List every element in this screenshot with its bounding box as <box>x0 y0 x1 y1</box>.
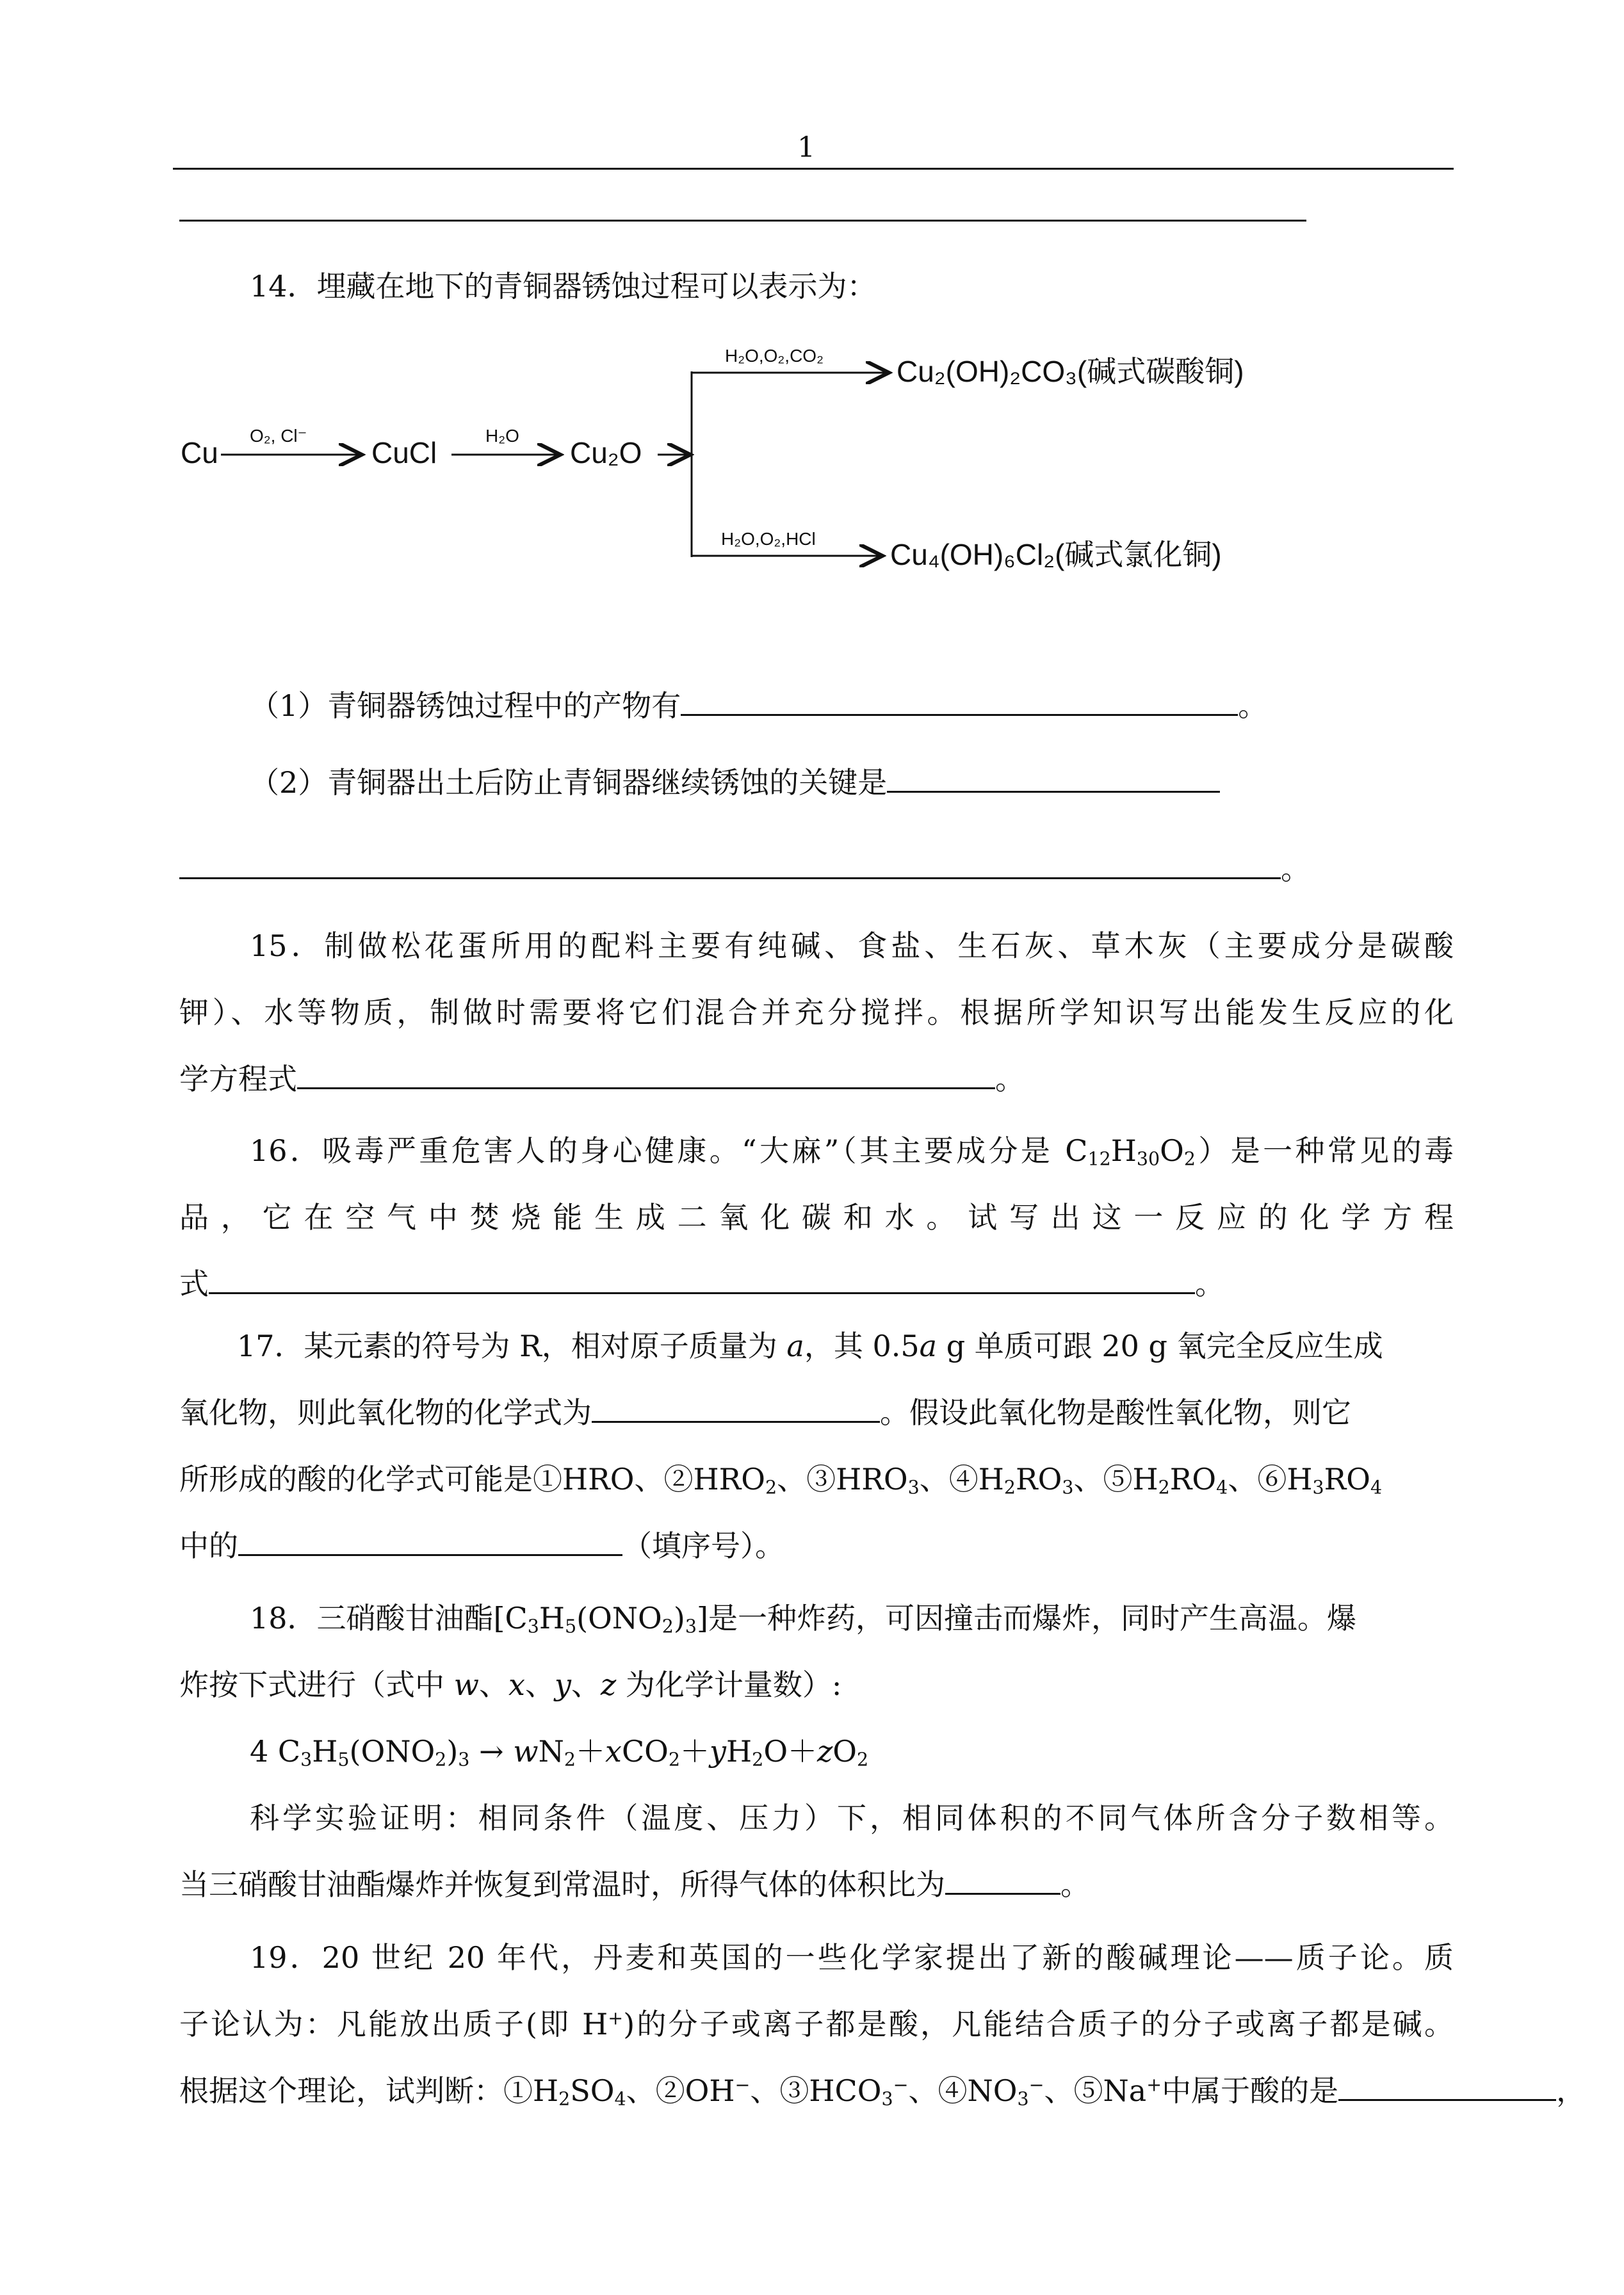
question-14-sub2: （2）青铜器出土后防止青铜器继续锈蚀的关键是 <box>179 749 1454 816</box>
product-basic-copper-carbonate: Cu₂(OH)₂CO₃(碱式碳酸铜) <box>897 355 1244 388</box>
question-15: 15．制做松花蛋所用的配料主要有纯碱、食盐、生石灰、草木灰（主要成分是碳酸 钾）、水等物质，制做时需要将它们混合并充分搅拌。根据所学知识写出能发生反应的化 学方程式 。 <box>179 929 1454 1096</box>
answer-blank-14-2b[interactable] <box>179 850 1281 879</box>
answer-blank-19[interactable] <box>1338 2072 1556 2101</box>
cu-label: Cu <box>181 436 218 469</box>
question-14-stem: 14．埋藏在地下的青铜器锈蚀过程可以表示为： <box>250 269 877 304</box>
answer-blank-17-numbers[interactable] <box>238 1527 622 1556</box>
header-rule <box>173 168 1454 170</box>
answer-blank-18[interactable] <box>945 1866 1060 1895</box>
answer-blank-15[interactable] <box>297 1060 995 1089</box>
question-14-sub1: （1）青铜器锈蚀过程中的产物有 。 <box>250 688 1268 723</box>
answer-blank-14-2a[interactable] <box>887 764 1220 793</box>
cu2o-label: Cu₂O <box>570 436 642 469</box>
condition-h2o: H₂O <box>485 426 519 446</box>
page-number: 1 <box>797 131 815 164</box>
answer-blank-16[interactable] <box>209 1265 1195 1294</box>
question-16: 16．吸毒严重危害人的身心健康。“大麻”（其主要成分是 $C_{12}H_{30}O_2$）是一种常见的毒 品，它在空气中焚烧能生成二氧化碳和水。试写出这一反应的化学方程 式 。 <box>179 1133 1454 1301</box>
explosion-equation: 4 $C_3H_5(ONO_2)_3 \to wN_2+xCO_2+yH_2O+zO_2$ <box>250 1734 869 1771</box>
condition-h2o-o2-hcl: H₂O,O₂,HCl <box>721 529 816 549</box>
question-14-sub2-cont: 。 <box>179 836 1454 902</box>
condition-o2-cl: O₂, Cl⁻ <box>250 426 307 446</box>
answer-blank-14-1[interactable] <box>681 687 1238 716</box>
condition-h2o-o2-co2: H₂O,O₂,CO₂ <box>725 346 824 366</box>
question-18: 18．三硝酸甘油酯$[C_3H_5(ONO_2)_3]$是一种炸药，可因撞击而爆炸，同时产生高温。爆 炸按下式进行（式中 w、x、y、z 为化学计量数）: 4 $C_3H_5(ONO_2)_3 \to wN_2+xCO_2+yH_2O+zO_2$ 科学实验证明：相同条件（温度、压力）下，相同体积的不同气体所含分子数相等。 当三硝酸甘油酯爆炸并恢复到常温时，所得气体的体积比为 。 <box>179 1601 1454 1902</box>
answer-blank-17-formula[interactable] <box>592 1394 880 1423</box>
question-19: 19．20 世纪 20 年代，丹麦和英国的一些化学家提出了新的酸碱理论——质子论。质 子论认为：凡能放出质子(即 H+)的分子或离子都是酸，凡能结合质子的分子或离子都是碱。 根据这个理论，试判断：$①H_2SO_4$、②OH−、$③HCO_3^-$、$④NO_3^-$、⑤Na+中属于酸的是 ， <box>179 1940 1586 2110</box>
corrosion-reaction-diagram <box>173 333 1338 602</box>
cucl-label: CuCl <box>371 436 437 469</box>
product-basic-copper-chloride: Cu₄(OH)₆Cl₂(碱式氯化铜) <box>890 538 1222 571</box>
question-17: 17．某元素的符号为 R，相对原子质量为 a，其 0.5a g 单质可跟 20 g 氧完全反应生成 氧化物，则此氧化物的化学式为 。假设此氧化物是酸性氧化物，则它 所形成的酸的化学式可能是①HRO、$②HRO_2$、$③HRO_3$、$④H_2RO_3$、$⑤H_2RO_4$、$⑥H_3RO_4$ 中的 （填序号）。 <box>179 1329 1383 1563</box>
answer-line-prev-question[interactable] <box>179 220 1306 222</box>
